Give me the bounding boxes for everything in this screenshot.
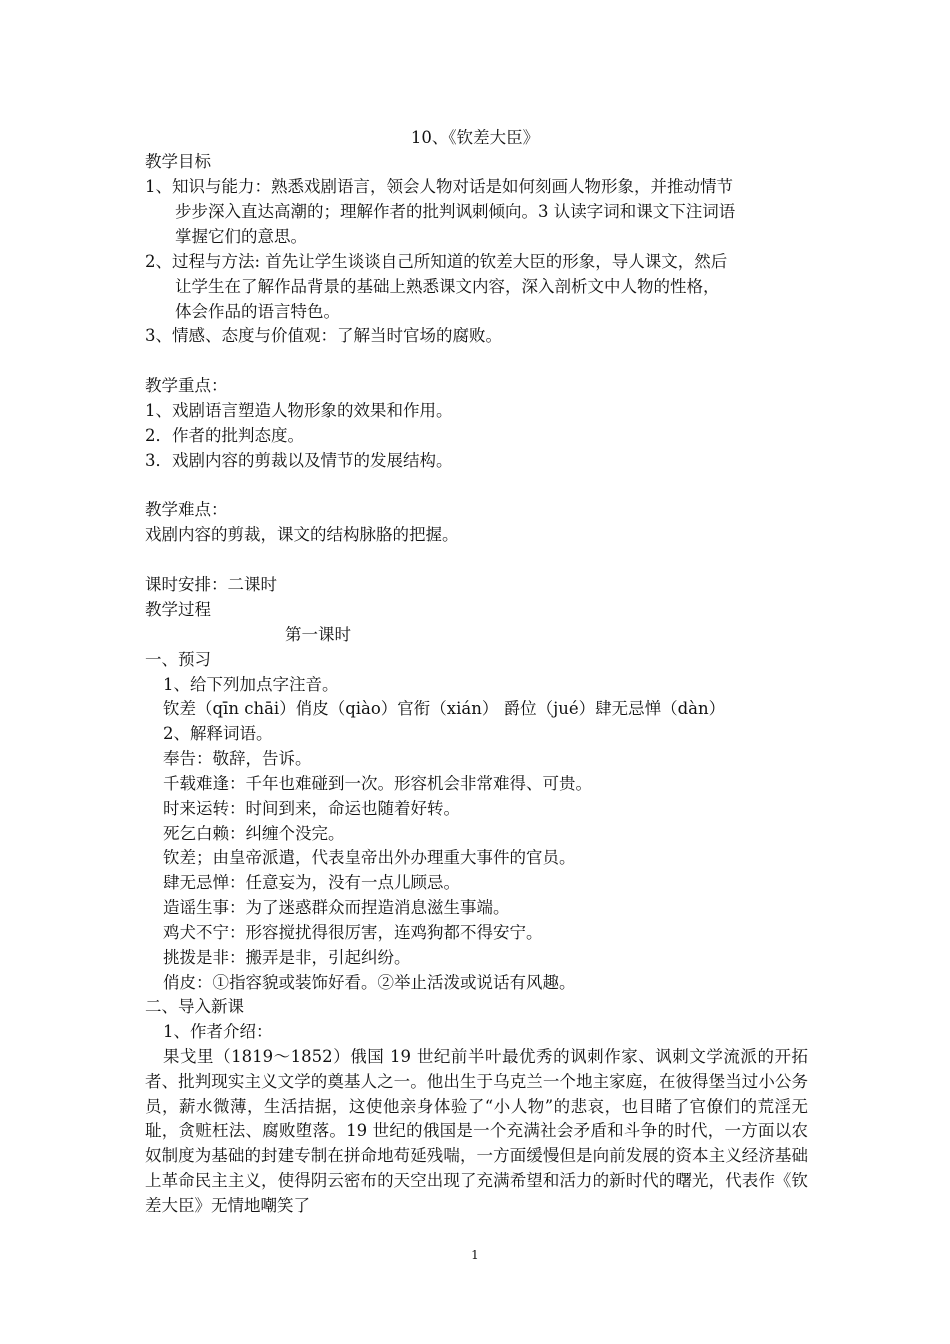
objectives-heading: 教学目标 [145,152,211,171]
intro-heading: 二、导入新课 [145,997,244,1016]
term-definition: 鸡犬不宁：形容搅扰得很厉害，连鸡狗都不得安宁。 [163,923,543,942]
objective-3-line-1: 3、情感、态度与价值观：了解当时官场的腐败。 [145,326,502,345]
term-definition: 钦差；由皇帝派遣，代表皇帝出外办理重大事件的官员。 [163,848,576,867]
objective-1-line-3: 掌握它们的意思。 [175,227,307,246]
term-definition: 造谣生事：为了迷惑群众而捏造消息滋生事端。 [163,898,510,917]
keypoint-3: 3．戏剧内容的剪裁以及情节的发展结构。 [145,451,453,470]
intro-item-1: 1、作者介绍： [163,1022,273,1041]
objective-2-line-3: 体会作品的语言特色。 [175,302,340,321]
keypoints-heading: 教学重点： [145,376,228,395]
difficulty-heading: 教学难点： [145,500,228,519]
objective-1-line-2: 步步深入直达高潮的；理解作者的批判讽刺倾向。3 认读字词和课文下注词语 [175,202,736,221]
process-heading: 教学过程 [145,600,211,619]
term-definition: 肆无忌惮：任意妄为，没有一点儿顾忌。 [163,873,460,892]
term-definition: 时来运转：时间到来，命运也随着好转。 [163,799,460,818]
preview-item-1: 1、给下列加点字注音。 [163,675,339,694]
preview-item-2: 2、解释词语。 [163,724,273,743]
keypoint-2: 2．作者的批判态度。 [145,426,304,445]
term-definition: 奉告：敬辞，告诉。 [163,749,312,768]
document-title: 10、《钦差大臣》 [410,128,540,147]
pinyin-line: 钦差（qīn chāi）俏皮（qiào）官衔（xián） 爵位（jué）肆无忌惮（dàn） [163,699,726,718]
term-definition: 俏皮：①指容貌或装饰好看。②举止活泼或说话有风趣。 [163,973,576,992]
objective-2-line-1: 2、过程与方法: 首先让学生谈谈自己所知道的钦差大臣的形象，导人课文，然后 [145,252,728,271]
page-number: 1 [471,1248,479,1262]
objective-2-line-2: 让学生在了解作品背景的基础上熟悉课文内容，深入剖析文中人物的性格， [175,277,720,296]
schedule-text: 课时安排：二课时 [145,575,277,594]
keypoint-1: 1、戏剧语言塑造人物形象的效果和作用。 [145,401,453,420]
lesson-heading: 第一课时 [285,625,351,644]
preview-heading: 一、预习 [145,650,211,669]
term-definition: 千载难逢：千年也难碰到一次。形容机会非常难得、可贵。 [163,774,592,793]
term-definition: 死乞白赖：纠缠个没完。 [163,824,345,843]
term-definition: 挑拨是非：搬弄是非，引起纠纷。 [163,948,411,967]
objective-1-line-1: 1、知识与能力：熟悉戏剧语言，领会人物对话是如何刻画人物形象，并推动情节 [145,177,733,196]
difficulty-text: 戏剧内容的剪裁，课文的结构脉胳的把握。 [145,525,459,544]
author-paragraph: 果戈里（1819～1852）俄国 19 世纪前半叶最优秀的讽刺作家、讽刺文学流派的开拓者、批判现实主义文学的奠基人之一。他出生于乌克兰一个地主家庭，在彼得堡当过小公务员，薪水微薄，生活拮据，这使他亲身体验了“小人物”的悲哀，也目睹了官僚们的荒淫无耻，贪赃枉法、腐败堕落。19 世纪的俄国是一个充满社会矛盾和斗争的时代，一方面以农奴制度为基础的封建专制在拼命地苟延残喘，一方面缓慢但是向前发展的资本主义经济基础上革命民主主义，使得阴云密布的天空出现了充满希望和活力的新时代的曙光，代表作《钦差大臣》无情地嘲笑了 [145,1047,808,1215]
